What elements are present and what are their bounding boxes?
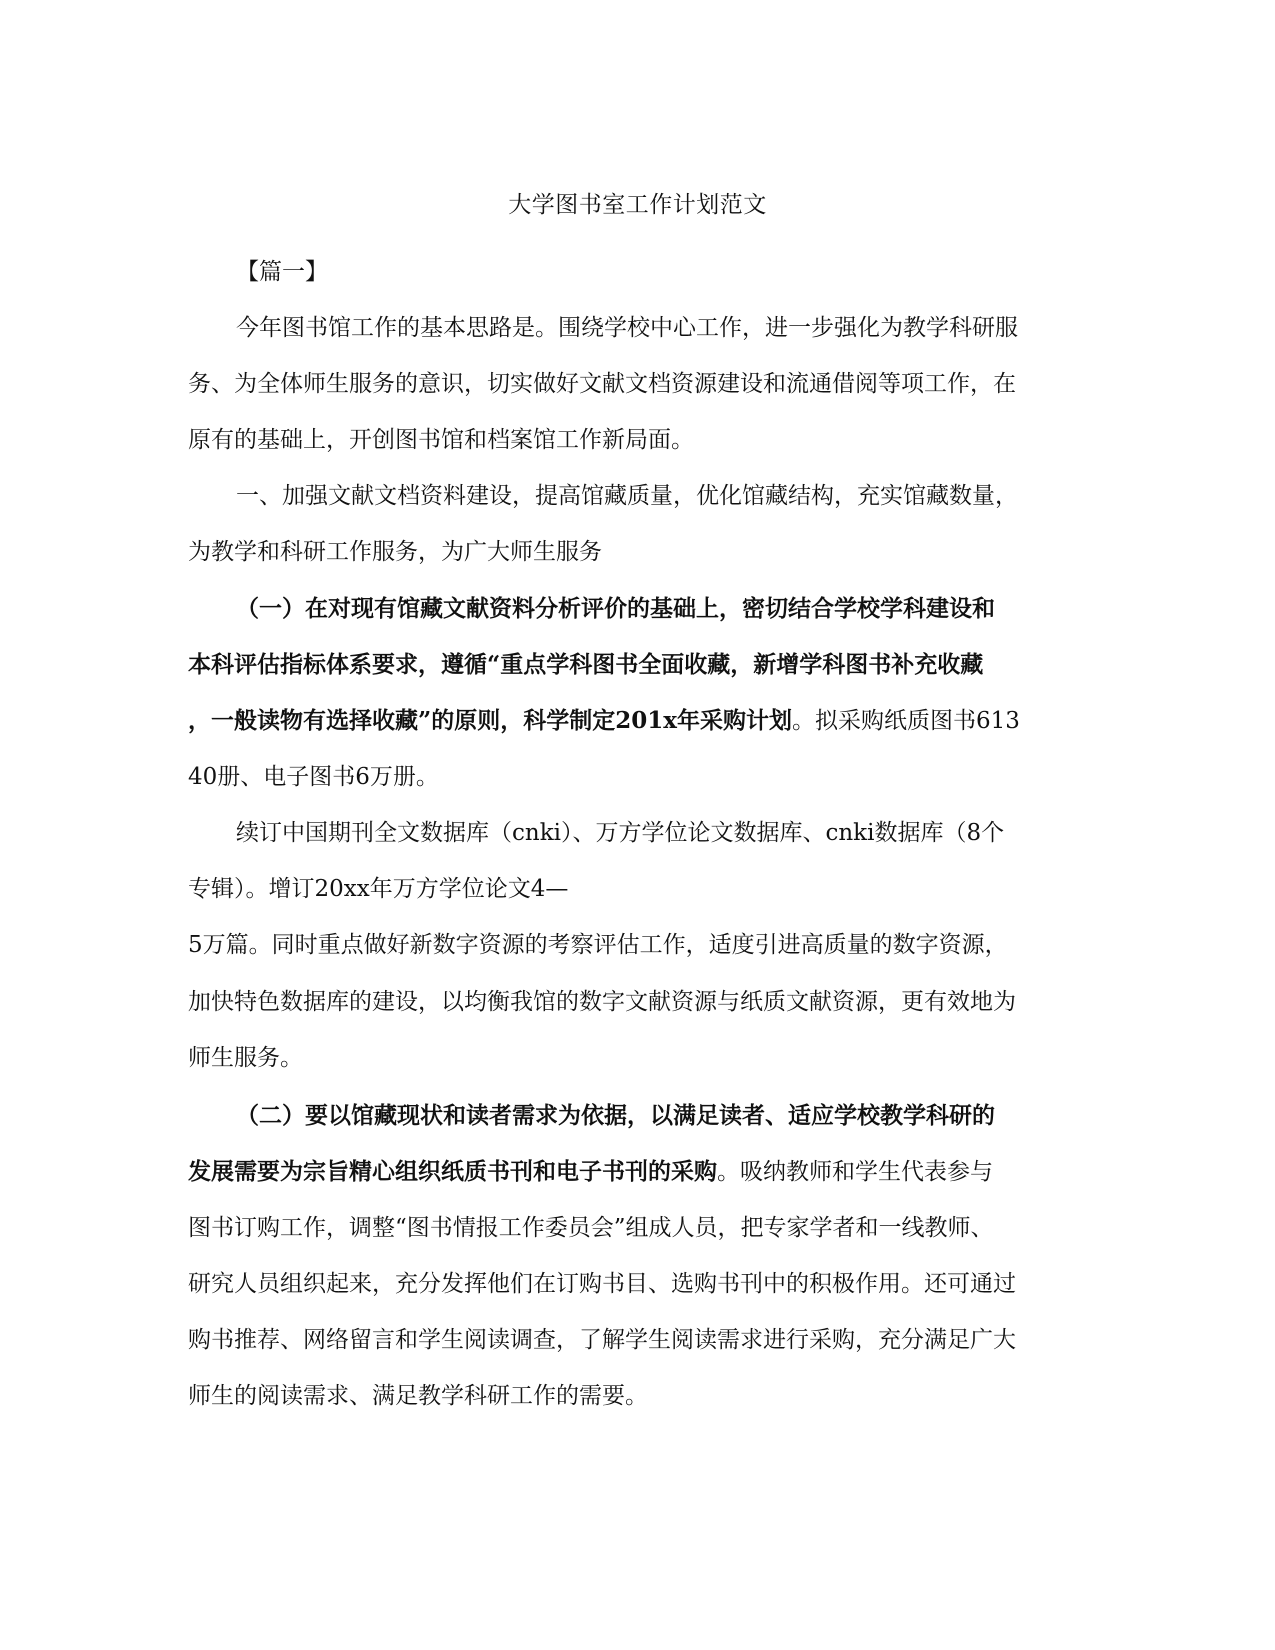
paragraph-5-line-1: （二）要以馆藏现状和读者需求为依据，以满足读者、适应学校教学科研的 bbox=[236, 1102, 995, 1129]
paragraph-3-line-2: 本科评估指标体系要求，遵循“重点学科图书全面收藏，新增学科图书补充收藏 bbox=[188, 651, 984, 678]
paragraph-3-line-3-normal: 。拟采购纸质图书613 bbox=[791, 708, 1020, 734]
paragraph-3-line-3 bbox=[188, 706, 1020, 736]
paragraph-2-line-2: 为教学和科研工作服务，为广大师生服务 bbox=[188, 539, 602, 565]
paragraph-1-line-2: 务、为全体师生服务的意识，切实做好文献文档资源建设和流通借阅等项工作，在 bbox=[188, 371, 1016, 397]
paragraph-5-line-4: 研究人员组织起来，充分发挥他们在订购书目、选购书刊中的积极作用。还可通过 bbox=[188, 1271, 1016, 1297]
paragraph-5-line-2-bold: 发展需要为宗旨精心组织纸质书刊和电子书刊的采购 bbox=[188, 1158, 717, 1185]
paragraph-5-line-2 bbox=[188, 1157, 993, 1187]
paragraph-2-line-1: 一、加强文献文档资料建设，提高馆藏质量，优化馆藏结构，充实馆藏数量， bbox=[236, 483, 1018, 509]
paragraph-3-line-1: （一）在对现有馆藏文献资料分析评价的基础上，密切结合学校学科建设和 bbox=[236, 595, 995, 622]
paragraph-4-line-3: 5万篇。同时重点做好新数字资源的考察评估工作，适度引进高质量的数字资源， bbox=[188, 932, 1008, 958]
section-heading: 【篇一】 bbox=[236, 259, 328, 285]
paragraph-3-line-4: 40册、电子图书6万册。 bbox=[188, 764, 439, 790]
paragraph-3-line-3-bold: ，一般读物有选择收藏”的原则，科学制定201x年采购计划 bbox=[188, 707, 792, 734]
paragraph-5-line-5: 购书推荐、网络留言和学生阅读调查，了解学生阅读需求进行采购，充分满足广大 bbox=[188, 1327, 1016, 1353]
paragraph-1-line-1: 今年图书馆工作的基本思路是。围绕学校中心工作，进一步强化为教学科研服 bbox=[236, 315, 1018, 341]
paragraph-4-line-4: 加快特色数据库的建设，以均衡我馆的数字文献资源与纸质文献资源，更有效地为 bbox=[188, 989, 1016, 1015]
document-title: 大学图书室工作计划范文 bbox=[508, 192, 767, 218]
paragraph-5-line-3: 图书订购工作，调整“图书情报工作委员会”组成人员，把专家学者和一线教师、 bbox=[188, 1215, 994, 1241]
paragraph-4-line-5: 师生服务。 bbox=[188, 1045, 303, 1071]
paragraph-5-line-6: 师生的阅读需求、满足教学科研工作的需要。 bbox=[188, 1383, 648, 1409]
paragraph-1-line-3: 原有的基础上，开创图书馆和档案馆工作新局面。 bbox=[188, 427, 694, 453]
paragraph-5-line-2-normal: 。吸纳教师和学生代表参与 bbox=[717, 1159, 993, 1185]
paragraph-4-line-1: 续订中国期刊全文数据库（cnki）、万方学位论文数据库、cnki数据库（8个 bbox=[236, 820, 1005, 846]
paragraph-4-line-2: 专辑）。增订20xx年万方学位论文4— bbox=[188, 876, 569, 902]
